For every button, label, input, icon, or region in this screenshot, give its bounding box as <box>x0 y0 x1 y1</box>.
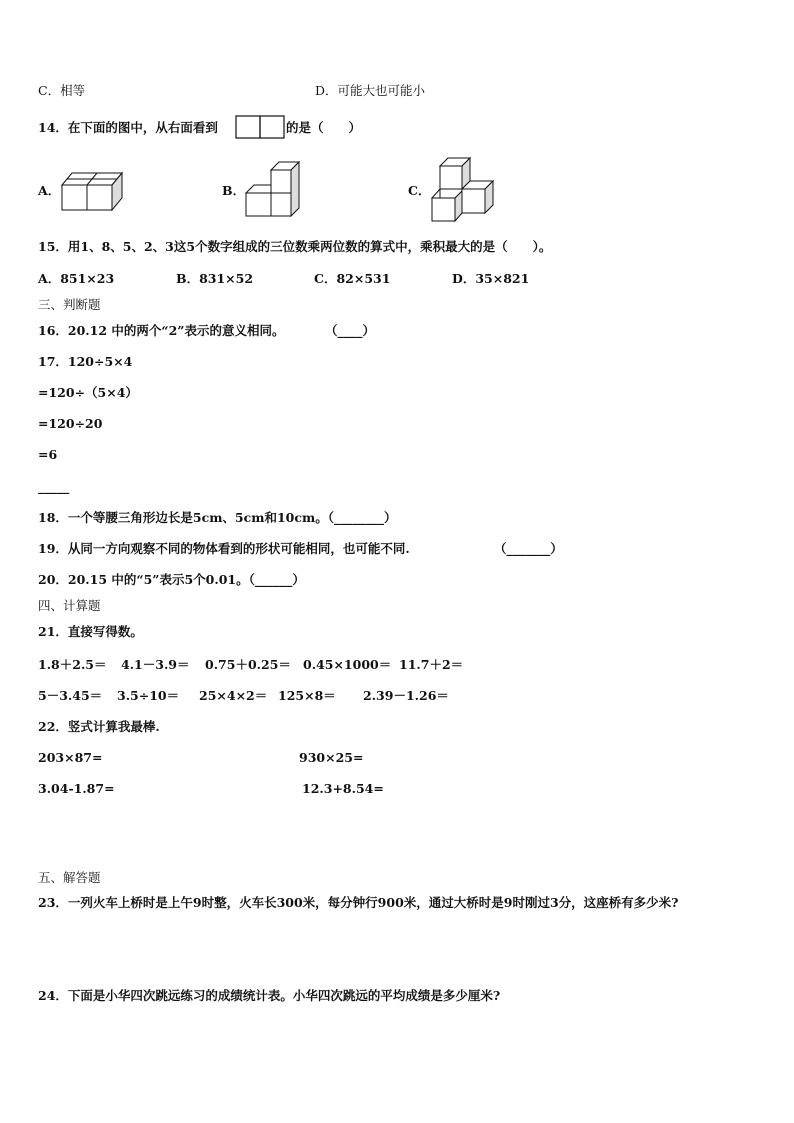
q14-option-c-figure <box>429 156 499 224</box>
q21-r2-item: 3.5÷10＝ <box>117 688 180 703</box>
q21-r1-item: 0.45×1000＝ <box>303 657 392 672</box>
q14-option-c-label: C． <box>408 183 431 198</box>
q16-text: 16．20.12 中的两个“2”表示的意义相同。 <box>38 323 285 338</box>
q21-r1-item: 0.75＋0.25＝ <box>205 657 291 672</box>
q17-blank: _____ <box>38 479 70 494</box>
q15-stem: 15．用1、8、5、2、3这5个数字组成的三位数乘两位数的算式中，乘积最大的是（ ）。 <box>38 239 552 254</box>
q21-r2-item: 125×8＝ <box>278 688 336 703</box>
q21-r1-item: 11.7＋2＝ <box>399 657 464 672</box>
q20-text: 20．20.15 中的“5”表示5个0.01。（______） <box>38 572 305 587</box>
q17-line-4: =6 <box>38 447 58 462</box>
q15-option-c: C．82×531 <box>314 271 391 286</box>
q16-blank: （____） <box>325 323 376 338</box>
q14-option-b-figure <box>244 158 304 218</box>
q21-r2-item: 5－3.45＝ <box>38 688 103 703</box>
q22-item-1: 203×87= <box>38 750 103 765</box>
q15-option-d: D．35×821 <box>452 271 530 286</box>
q13-option-d: D．可能大也可能小 <box>315 83 426 98</box>
q24-text: 24．下面是小华四次跳远练习的成绩统计表。小华四次跳远的平均成绩是多少厘米? <box>38 988 501 1003</box>
q23-text: 23．一列火车上桥时是上午9时整，火车长300米，每分钟行900米，通过大桥时是9时刚过3分，这座桥有多少米? <box>38 895 679 910</box>
q17-line-3: =120÷20 <box>38 416 103 431</box>
q22-item-4: 12.3+8.54= <box>302 781 384 796</box>
q21-r1-item: 1.8＋2.5＝ <box>38 657 107 672</box>
q17-line-1: 17．120÷5×4 <box>38 354 133 369</box>
q19-blank: （_______） <box>494 541 563 556</box>
section-3-title: 三、判断题 <box>38 297 101 312</box>
q13-option-c: C．相等 <box>38 83 86 98</box>
q21-stem: 21．直接写得数。 <box>38 624 143 639</box>
right-view-figure <box>235 115 285 140</box>
q21-r1-item: 4.1－3.9＝ <box>121 657 190 672</box>
q19-text: 19．从同一方向观察不同的物体看到的形状可能相同，也可能不同. <box>38 541 410 556</box>
q14-option-a-label: A． <box>38 183 61 198</box>
q17-line-2: =120÷（5×4） <box>38 385 138 400</box>
q14-stem-prefix: 14．在下面的图中，从右面看到 <box>38 120 218 135</box>
q14-option-b-label: B． <box>222 183 246 198</box>
q14-option-a-figure <box>60 168 128 213</box>
q18-text: 18．一个等腰三角形边长是5cm、5cm和10cm。（________） <box>38 510 397 525</box>
section-5-title: 五、解答题 <box>38 870 101 885</box>
q21-r2-item: 2.39－1.26＝ <box>363 688 449 703</box>
q15-option-a: A．851×23 <box>38 271 115 286</box>
q22-stem: 22．竖式计算我最棒. <box>38 719 160 734</box>
q21-r2-item: 25×4×2＝ <box>199 688 268 703</box>
q22-item-2: 930×25= <box>299 750 364 765</box>
q15-option-b: B．831×52 <box>176 271 254 286</box>
q22-item-3: 3.04-1.87= <box>38 781 115 796</box>
q14-stem-suffix: 的是（ ） <box>286 120 362 135</box>
section-4-title: 四、计算题 <box>38 598 101 613</box>
